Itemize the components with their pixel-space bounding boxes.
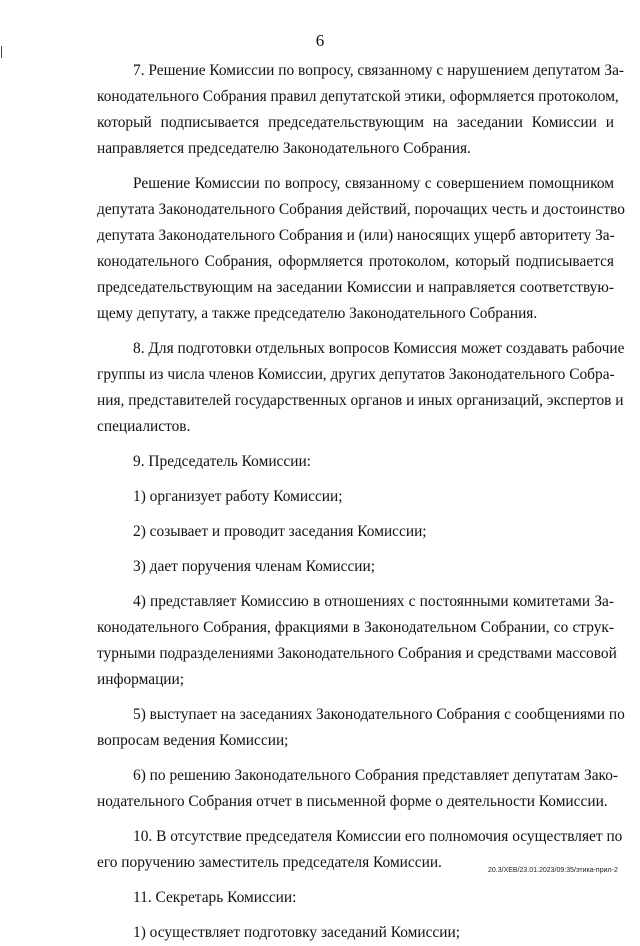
paragraph-gap [97, 440, 614, 449]
paragraph-gap [97, 475, 614, 484]
paragraph-gap [97, 754, 614, 763]
text-line: 10. В отсутствие председателя Комиссии его полномочия осуществляет по [133, 828, 623, 845]
paragraph-gap [97, 545, 614, 554]
text-line: 8. Для подготовки отдельных вопросов Комиссия может создавать рабочие [133, 340, 625, 357]
text-line: группы из числа членов Комиссии, других депутатов Законодательного Собра- [97, 366, 615, 383]
text-line: конодательного Собрания, фракциями в Законодательном Собрании, со струк- [97, 619, 614, 636]
text-line: 2) созывает и проводит заседания Комиссии; [133, 523, 427, 540]
text-line: 3) дает поручения членам Комиссии; [133, 558, 376, 575]
text-line: информации; [97, 671, 185, 688]
text-line: щему депутату, а также председателю Законодательного Собрания. [97, 305, 538, 322]
text-line: конодательного Собрания, оформляется протоколом, который подписывается [97, 253, 614, 270]
paragraph-gap [97, 327, 614, 336]
text-line: специалистов. [97, 418, 191, 435]
text-line: 7. Решение Комиссии по вопросу, связанному с нарушением депутатом За- [133, 62, 625, 79]
text-line: конодательного Собрания правил депутатской этики, оформляется протоколом, [97, 88, 619, 105]
text-line: 11. Секретарь Комиссии: [133, 889, 297, 906]
text-line: депутата Законодательного Собрания действий, порочащих честь и достоинство [97, 201, 625, 218]
paragraph-gap [97, 911, 614, 920]
footer-code: 20.3/ХЕВ/23.01.2023/09:35/этика-прил-2 [488, 867, 618, 874]
text-line: 5) выступает на заседаниях Законодательного Собрания с сообщениями по [133, 706, 625, 723]
paragraph-gap [97, 693, 614, 702]
text-line: его поручению заместитель председателя Комиссии. [97, 854, 442, 871]
text-line: 6) по решению Законодательного Собрания представляет депутатам Зако- [133, 767, 619, 784]
page-number: 6 [315, 31, 325, 50]
paragraph-gap [97, 580, 614, 589]
text-line: 9. Председатель Комиссии: [133, 453, 311, 470]
text-line: который подписывается председательствующим на заседании Комиссии и [97, 114, 614, 131]
text-line: председательствующим на заседании Комиссии и направляется соответствую- [97, 279, 614, 296]
text-line: ния, представителей государственных органов и иных организаций, экспертов и [97, 392, 624, 409]
text-line: 1) организует работу Комиссии; [133, 488, 343, 505]
document-body [97, 58, 625, 946]
text-line: Решение Комиссии по вопросу, связанному с совершением помощником [133, 175, 614, 192]
text-line: направляется председателю Законодательного Собрания. [97, 140, 471, 157]
text-line: 4) представляет Комиссию в отношениях с постоянными комитетами За- [133, 593, 614, 610]
text-line: 1) осуществляет подготовку заседаний Комиссии; [133, 924, 461, 941]
paragraph-gap [97, 815, 614, 824]
paragraph-gap [97, 162, 614, 171]
text-line: вопросам ведения Комиссии; [97, 732, 289, 749]
text-line: турными подразделениями Законодательного Собрания и средствами массовой [97, 645, 617, 662]
paragraph-gap [97, 876, 614, 885]
paragraph-gap [97, 510, 614, 519]
text-line: депутата Законодательного Собрания и (или) наносящих ущерб авторитету За- [97, 227, 615, 244]
text-line: нодательного Собрания отчет в письменной форме о деятельности Комиссии. [97, 793, 608, 810]
